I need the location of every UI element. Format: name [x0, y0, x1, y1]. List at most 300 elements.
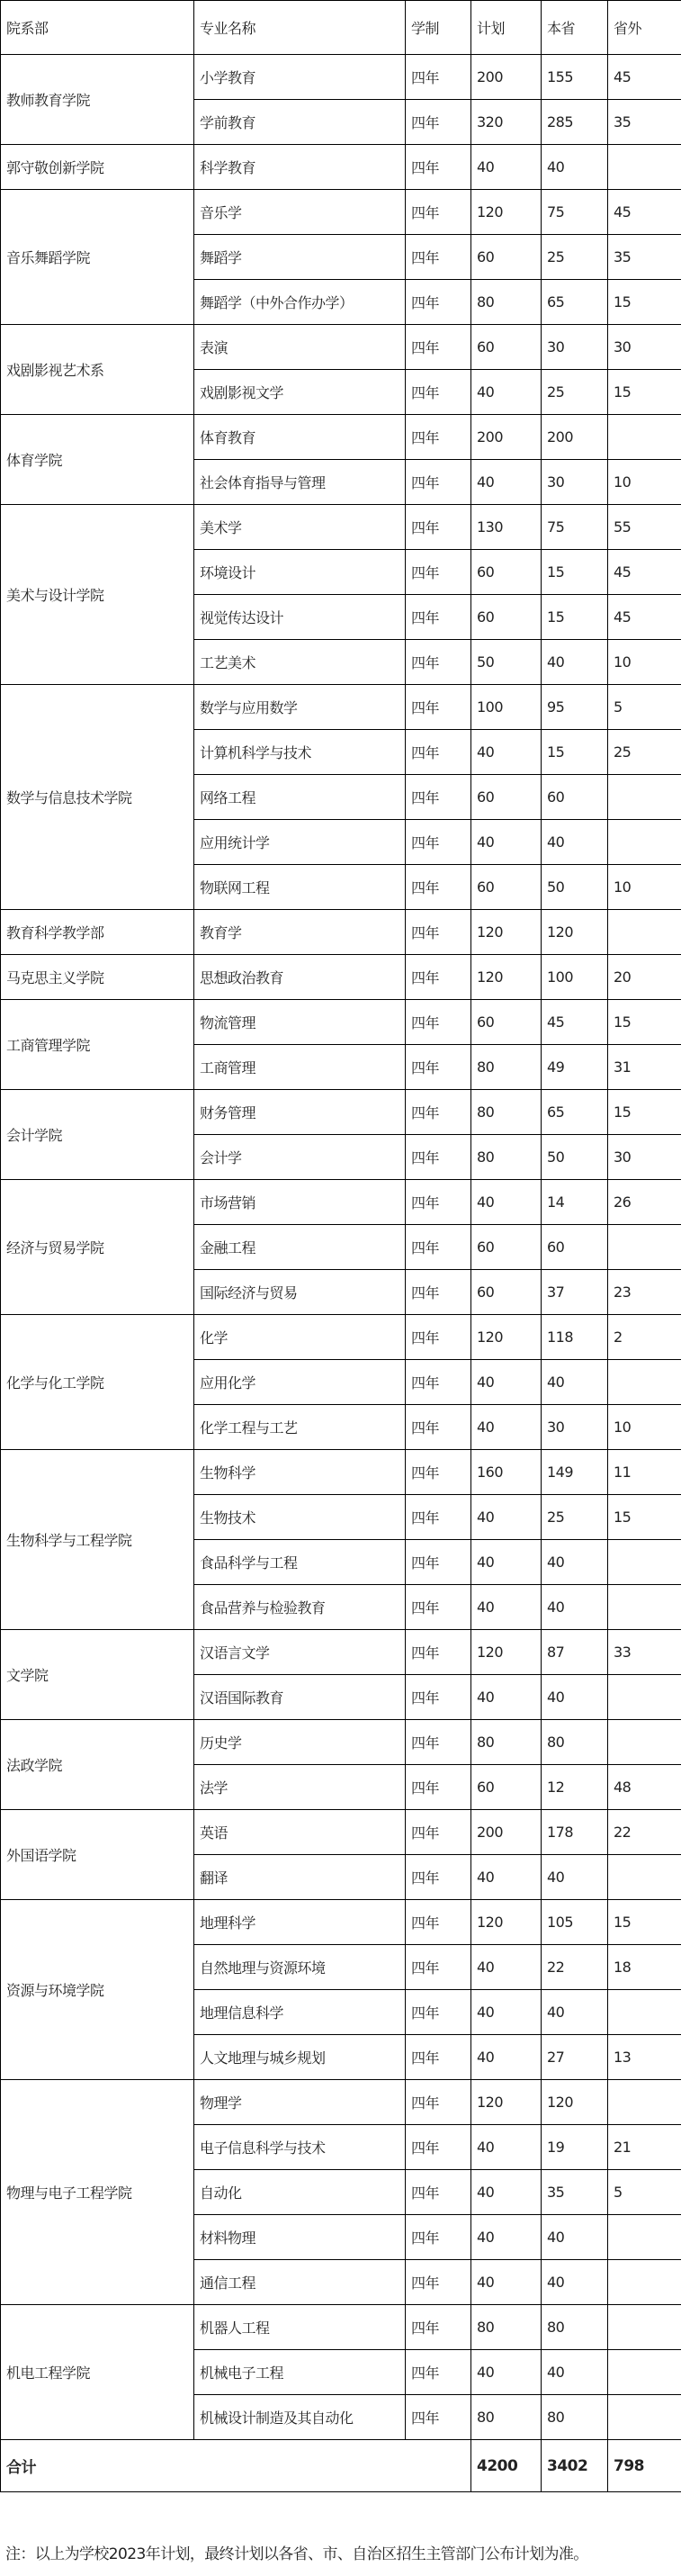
duration-cell: 四年 — [406, 1270, 471, 1315]
major-name: 戏剧影视文学 — [194, 370, 406, 415]
department-name: 教育科学教学部 — [1, 910, 194, 955]
in-province-cell: 40 — [542, 1675, 608, 1720]
table-row — [1, 505, 681, 550]
in-province-cell: 25 — [542, 370, 608, 415]
out-province-cell: 45 — [608, 595, 681, 640]
in-province-cell: 15 — [542, 550, 608, 595]
duration-cell: 四年 — [406, 2080, 471, 2125]
out-province-cell: 15 — [608, 1495, 681, 1540]
plan-cell: 130 — [471, 505, 542, 550]
in-province-cell: 285 — [542, 100, 608, 145]
table-row — [1, 910, 681, 955]
duration-cell: 四年 — [406, 1900, 471, 1945]
duration-cell: 四年 — [406, 2395, 471, 2440]
table-row — [1, 1090, 681, 1135]
duration-cell: 四年 — [406, 820, 471, 865]
in-province-cell: 45 — [542, 1000, 608, 1045]
major-name: 财务管理 — [194, 1090, 406, 1135]
plan-cell: 40 — [471, 370, 542, 415]
major-name: 地理信息科学 — [194, 1990, 406, 2035]
duration-cell: 四年 — [406, 1000, 471, 1045]
duration-cell: 四年 — [406, 1675, 471, 1720]
out-province-cell — [608, 1585, 681, 1630]
in-province-cell: 178 — [542, 1810, 608, 1855]
header-major: 专业名称 — [194, 1, 406, 55]
plan-cell: 60 — [471, 595, 542, 640]
plan-cell: 200 — [471, 415, 542, 460]
plan-cell: 40 — [471, 2125, 542, 2170]
header-out-province: 省外 — [608, 1, 681, 55]
in-province-cell: 149 — [542, 1450, 608, 1495]
out-province-cell: 35 — [608, 100, 681, 145]
major-name: 表演 — [194, 325, 406, 370]
out-province-cell — [608, 910, 681, 955]
out-province-cell: 10 — [608, 1405, 681, 1450]
in-province-cell: 75 — [542, 505, 608, 550]
total-plan: 4200 — [471, 2440, 542, 2492]
duration-cell: 四年 — [406, 280, 471, 325]
duration-cell: 四年 — [406, 370, 471, 415]
major-name: 舞蹈学（中外合作办学） — [194, 280, 406, 325]
plan-cell: 60 — [471, 550, 542, 595]
table-row — [1, 2305, 681, 2350]
plan-cell: 40 — [471, 1360, 542, 1405]
in-province-cell: 50 — [542, 1135, 608, 1180]
major-name: 工商管理 — [194, 1045, 406, 1090]
duration-cell: 四年 — [406, 1945, 471, 1990]
major-name: 环境设计 — [194, 550, 406, 595]
out-province-cell: 10 — [608, 865, 681, 910]
in-province-cell: 120 — [542, 2080, 608, 2125]
department-name: 机电工程学院 — [1, 2305, 194, 2440]
table-row — [1, 1450, 681, 1495]
in-province-cell: 37 — [542, 1270, 608, 1315]
major-name: 地理科学 — [194, 1900, 406, 1945]
out-province-cell — [608, 1540, 681, 1585]
plan-cell: 120 — [471, 190, 542, 235]
plan-cell: 40 — [471, 1855, 542, 1900]
duration-cell: 四年 — [406, 775, 471, 820]
in-province-cell: 40 — [542, 1585, 608, 1630]
department-name: 音乐舞蹈学院 — [1, 190, 194, 325]
plan-cell: 80 — [471, 280, 542, 325]
plan-cell: 120 — [471, 1315, 542, 1360]
in-province-cell: 40 — [542, 1990, 608, 2035]
duration-cell: 四年 — [406, 1045, 471, 1090]
plan-cell: 120 — [471, 2080, 542, 2125]
department-name: 文学院 — [1, 1630, 194, 1720]
major-name: 数学与应用数学 — [194, 685, 406, 730]
in-province-cell: 40 — [542, 2260, 608, 2305]
in-province-cell: 25 — [542, 1495, 608, 1540]
in-province-cell: 27 — [542, 2035, 608, 2080]
duration-cell: 四年 — [406, 1360, 471, 1405]
duration-cell: 四年 — [406, 2260, 471, 2305]
plan-cell: 60 — [471, 865, 542, 910]
out-province-cell — [608, 775, 681, 820]
plan-cell: 80 — [471, 1720, 542, 1765]
table-row — [1, 325, 681, 370]
table-row — [1, 415, 681, 460]
out-province-cell: 10 — [608, 640, 681, 685]
in-province-cell: 40 — [542, 2215, 608, 2260]
plan-cell: 80 — [471, 2395, 542, 2440]
major-name: 教育学 — [194, 910, 406, 955]
out-province-cell — [608, 2305, 681, 2350]
major-name: 历史学 — [194, 1720, 406, 1765]
duration-cell: 四年 — [406, 55, 471, 100]
table-row — [1, 55, 681, 100]
out-province-cell: 45 — [608, 190, 681, 235]
major-name: 工艺美术 — [194, 640, 406, 685]
major-name: 音乐学 — [194, 190, 406, 235]
table-row — [1, 1900, 681, 1945]
duration-cell: 四年 — [406, 1135, 471, 1180]
major-name: 法学 — [194, 1765, 406, 1810]
major-name: 化学 — [194, 1315, 406, 1360]
plan-cell: 120 — [471, 1630, 542, 1675]
in-province-cell: 80 — [542, 2395, 608, 2440]
major-name: 生物技术 — [194, 1495, 406, 1540]
in-province-cell: 75 — [542, 190, 608, 235]
duration-cell: 四年 — [406, 145, 471, 190]
major-name: 翻译 — [194, 1855, 406, 1900]
plan-cell: 40 — [471, 1990, 542, 2035]
major-name: 生物科学 — [194, 1450, 406, 1495]
in-province-cell: 40 — [542, 820, 608, 865]
in-province-cell: 60 — [542, 775, 608, 820]
in-province-cell: 40 — [542, 640, 608, 685]
major-name: 电子信息科学与技术 — [194, 2125, 406, 2170]
major-name: 科学教育 — [194, 145, 406, 190]
major-name: 英语 — [194, 1810, 406, 1855]
major-name: 美术学 — [194, 505, 406, 550]
plan-cell: 40 — [471, 1405, 542, 1450]
duration-cell: 四年 — [406, 955, 471, 1000]
header-in-province: 本省 — [542, 1, 608, 55]
table-row — [1, 1630, 681, 1675]
major-name: 通信工程 — [194, 2260, 406, 2305]
major-name: 自然地理与资源环境 — [194, 1945, 406, 1990]
plan-cell: 40 — [471, 1945, 542, 1990]
duration-cell: 四年 — [406, 2350, 471, 2395]
in-province-cell: 200 — [542, 415, 608, 460]
plan-cell: 160 — [471, 1450, 542, 1495]
out-province-cell — [608, 2215, 681, 2260]
in-province-cell: 105 — [542, 1900, 608, 1945]
department-name: 体育学院 — [1, 415, 194, 505]
major-name: 视觉传达设计 — [194, 595, 406, 640]
duration-cell: 四年 — [406, 2305, 471, 2350]
total-out-province: 798 — [608, 2440, 681, 2492]
major-name: 社会体育指导与管理 — [194, 460, 406, 505]
out-province-cell: 20 — [608, 955, 681, 1000]
plan-cell: 60 — [471, 1270, 542, 1315]
duration-cell: 四年 — [406, 865, 471, 910]
department-name: 生物科学与工程学院 — [1, 1450, 194, 1630]
duration-cell: 四年 — [406, 2035, 471, 2080]
in-province-cell: 155 — [542, 55, 608, 100]
major-name: 汉语国际教育 — [194, 1675, 406, 1720]
plan-cell: 60 — [471, 1765, 542, 1810]
out-province-cell — [608, 2350, 681, 2395]
duration-cell: 四年 — [406, 505, 471, 550]
major-name: 金融工程 — [194, 1225, 406, 1270]
plan-cell: 80 — [471, 1135, 542, 1180]
duration-cell: 四年 — [406, 595, 471, 640]
out-province-cell: 48 — [608, 1765, 681, 1810]
plan-cell: 40 — [471, 2350, 542, 2395]
in-province-cell: 95 — [542, 685, 608, 730]
major-name: 食品营养与检验教育 — [194, 1585, 406, 1630]
duration-cell: 四年 — [406, 1405, 471, 1450]
in-province-cell: 30 — [542, 325, 608, 370]
out-province-cell: 11 — [608, 1450, 681, 1495]
plan-cell: 60 — [471, 235, 542, 280]
plan-cell: 200 — [471, 1810, 542, 1855]
table-row — [1, 955, 681, 1000]
table-row — [1, 2080, 681, 2125]
department-name: 工商管理学院 — [1, 1000, 194, 1090]
major-name: 学前教育 — [194, 100, 406, 145]
out-province-cell: 23 — [608, 1270, 681, 1315]
in-province-cell: 80 — [542, 2305, 608, 2350]
out-province-cell: 15 — [608, 1900, 681, 1945]
out-province-cell: 33 — [608, 1630, 681, 1675]
plan-cell: 40 — [471, 145, 542, 190]
plan-cell: 40 — [471, 1675, 542, 1720]
department-name: 马克思主义学院 — [1, 955, 194, 1000]
duration-cell: 四年 — [406, 2215, 471, 2260]
major-name: 食品科学与工程 — [194, 1540, 406, 1585]
table-row — [1, 190, 681, 235]
header-duration: 学制 — [406, 1, 471, 55]
duration-cell: 四年 — [406, 1450, 471, 1495]
major-name: 材料物理 — [194, 2215, 406, 2260]
out-province-cell: 45 — [608, 55, 681, 100]
plan-cell: 100 — [471, 685, 542, 730]
out-province-cell: 22 — [608, 1810, 681, 1855]
duration-cell: 四年 — [406, 325, 471, 370]
footnote: 注：以上为学校2023年计划，最终计划以各省、市、自治区招生主管部门公布计划为准。 — [5, 2545, 588, 2563]
plan-cell: 80 — [471, 1045, 542, 1090]
out-province-cell — [608, 820, 681, 865]
out-province-cell: 13 — [608, 2035, 681, 2080]
duration-cell: 四年 — [406, 910, 471, 955]
duration-cell: 四年 — [406, 1630, 471, 1675]
in-province-cell: 40 — [542, 1855, 608, 1900]
out-province-cell: 18 — [608, 1945, 681, 1990]
in-province-cell: 60 — [542, 1225, 608, 1270]
in-province-cell: 80 — [542, 1720, 608, 1765]
in-province-cell: 65 — [542, 280, 608, 325]
duration-cell: 四年 — [406, 460, 471, 505]
table-row — [1, 685, 681, 730]
duration-cell: 四年 — [406, 1855, 471, 1900]
plan-cell: 120 — [471, 1900, 542, 1945]
in-province-cell: 40 — [542, 145, 608, 190]
total-row — [1, 2440, 681, 2492]
out-province-cell: 31 — [608, 1045, 681, 1090]
plan-cell: 40 — [471, 1540, 542, 1585]
duration-cell: 四年 — [406, 1090, 471, 1135]
in-province-cell: 49 — [542, 1045, 608, 1090]
department-name: 戏剧影视艺术系 — [1, 325, 194, 415]
plan-cell: 60 — [471, 325, 542, 370]
duration-cell: 四年 — [406, 685, 471, 730]
out-province-cell — [608, 2260, 681, 2305]
table-row — [1, 1000, 681, 1045]
department-name: 外国语学院 — [1, 1810, 194, 1900]
in-province-cell: 25 — [542, 235, 608, 280]
major-name: 应用化学 — [194, 1360, 406, 1405]
table-row — [1, 1315, 681, 1360]
in-province-cell: 15 — [542, 595, 608, 640]
out-province-cell: 15 — [608, 370, 681, 415]
major-name: 网络工程 — [194, 775, 406, 820]
out-province-cell — [608, 415, 681, 460]
out-province-cell: 25 — [608, 730, 681, 775]
major-name: 国际经济与贸易 — [194, 1270, 406, 1315]
table-row — [1, 1810, 681, 1855]
major-name: 舞蹈学 — [194, 235, 406, 280]
department-name: 资源与环境学院 — [1, 1900, 194, 2080]
plan-cell: 40 — [471, 1180, 542, 1225]
major-name: 物理学 — [194, 2080, 406, 2125]
major-name: 会计学 — [194, 1135, 406, 1180]
out-province-cell: 15 — [608, 1090, 681, 1135]
plan-cell: 40 — [471, 460, 542, 505]
total-in-province: 3402 — [542, 2440, 608, 2492]
out-province-cell — [608, 1990, 681, 2035]
department-name: 美术与设计学院 — [1, 505, 194, 685]
duration-cell: 四年 — [406, 190, 471, 235]
in-province-cell: 14 — [542, 1180, 608, 1225]
out-province-cell: 30 — [608, 325, 681, 370]
table-header-row — [1, 1, 681, 55]
header-department: 院系部 — [1, 1, 194, 55]
out-province-cell: 15 — [608, 1000, 681, 1045]
major-name: 机械电子工程 — [194, 2350, 406, 2395]
duration-cell: 四年 — [406, 1720, 471, 1765]
table-row — [1, 145, 681, 190]
major-name: 市场营销 — [194, 1180, 406, 1225]
header-plan: 计划 — [471, 1, 542, 55]
plan-cell: 200 — [471, 55, 542, 100]
duration-cell: 四年 — [406, 1225, 471, 1270]
duration-cell: 四年 — [406, 415, 471, 460]
out-province-cell: 55 — [608, 505, 681, 550]
major-name: 人文地理与城乡规划 — [194, 2035, 406, 2080]
in-province-cell: 120 — [542, 910, 608, 955]
out-province-cell: 10 — [608, 460, 681, 505]
in-province-cell: 65 — [542, 1090, 608, 1135]
major-name: 自动化 — [194, 2170, 406, 2215]
duration-cell: 四年 — [406, 1180, 471, 1225]
department-name: 数学与信息技术学院 — [1, 685, 194, 910]
out-province-cell: 35 — [608, 235, 681, 280]
in-province-cell: 40 — [542, 1540, 608, 1585]
plan-cell: 40 — [471, 1495, 542, 1540]
duration-cell: 四年 — [406, 640, 471, 685]
in-province-cell: 40 — [542, 2350, 608, 2395]
out-province-cell: 45 — [608, 550, 681, 595]
plan-cell: 40 — [471, 2035, 542, 2080]
duration-cell: 四年 — [406, 730, 471, 775]
out-province-cell: 5 — [608, 685, 681, 730]
duration-cell: 四年 — [406, 235, 471, 280]
out-province-cell: 5 — [608, 2170, 681, 2215]
in-province-cell: 35 — [542, 2170, 608, 2215]
out-province-cell: 30 — [608, 1135, 681, 1180]
major-name: 化学工程与工艺 — [194, 1405, 406, 1450]
in-province-cell: 87 — [542, 1630, 608, 1675]
in-province-cell: 19 — [542, 2125, 608, 2170]
duration-cell: 四年 — [406, 1765, 471, 1810]
major-name: 小学教育 — [194, 55, 406, 100]
plan-cell: 40 — [471, 2170, 542, 2215]
out-province-cell: 21 — [608, 2125, 681, 2170]
major-name: 计算机科学与技术 — [194, 730, 406, 775]
in-province-cell: 50 — [542, 865, 608, 910]
major-name: 汉语言文学 — [194, 1630, 406, 1675]
duration-cell: 四年 — [406, 2125, 471, 2170]
major-name: 思想政治教育 — [194, 955, 406, 1000]
duration-cell: 四年 — [406, 1990, 471, 2035]
department-name: 郭守敬创新学院 — [1, 145, 194, 190]
plan-cell: 80 — [471, 2305, 542, 2350]
plan-cell: 120 — [471, 955, 542, 1000]
major-name: 机械设计制造及其自动化 — [194, 2395, 406, 2440]
duration-cell: 四年 — [406, 1315, 471, 1360]
department-name: 化学与化工学院 — [1, 1315, 194, 1450]
in-province-cell: 118 — [542, 1315, 608, 1360]
plan-cell: 50 — [471, 640, 542, 685]
in-province-cell: 30 — [542, 460, 608, 505]
major-name: 体育教育 — [194, 415, 406, 460]
total-label: 合计 — [1, 2440, 471, 2492]
in-province-cell: 100 — [542, 955, 608, 1000]
major-name: 物联网工程 — [194, 865, 406, 910]
duration-cell: 四年 — [406, 2170, 471, 2215]
department-name: 法政学院 — [1, 1720, 194, 1810]
plan-cell: 120 — [471, 910, 542, 955]
plan-cell: 60 — [471, 1225, 542, 1270]
plan-cell: 40 — [471, 730, 542, 775]
out-province-cell — [608, 2395, 681, 2440]
out-province-cell — [608, 145, 681, 190]
in-province-cell: 30 — [542, 1405, 608, 1450]
out-province-cell — [608, 1855, 681, 1900]
plan-cell: 60 — [471, 1000, 542, 1045]
department-name: 会计学院 — [1, 1090, 194, 1180]
plan-cell: 40 — [471, 2215, 542, 2260]
duration-cell: 四年 — [406, 550, 471, 595]
in-province-cell: 22 — [542, 1945, 608, 1990]
duration-cell: 四年 — [406, 1495, 471, 1540]
out-province-cell — [608, 1720, 681, 1765]
department-name: 经济与贸易学院 — [1, 1180, 194, 1315]
plan-cell: 80 — [471, 1090, 542, 1135]
out-province-cell: 2 — [608, 1315, 681, 1360]
in-province-cell: 15 — [542, 730, 608, 775]
out-province-cell — [608, 2080, 681, 2125]
out-province-cell — [608, 1675, 681, 1720]
table-row — [1, 1720, 681, 1765]
major-name: 应用统计学 — [194, 820, 406, 865]
out-province-cell — [608, 1360, 681, 1405]
out-province-cell: 15 — [608, 280, 681, 325]
